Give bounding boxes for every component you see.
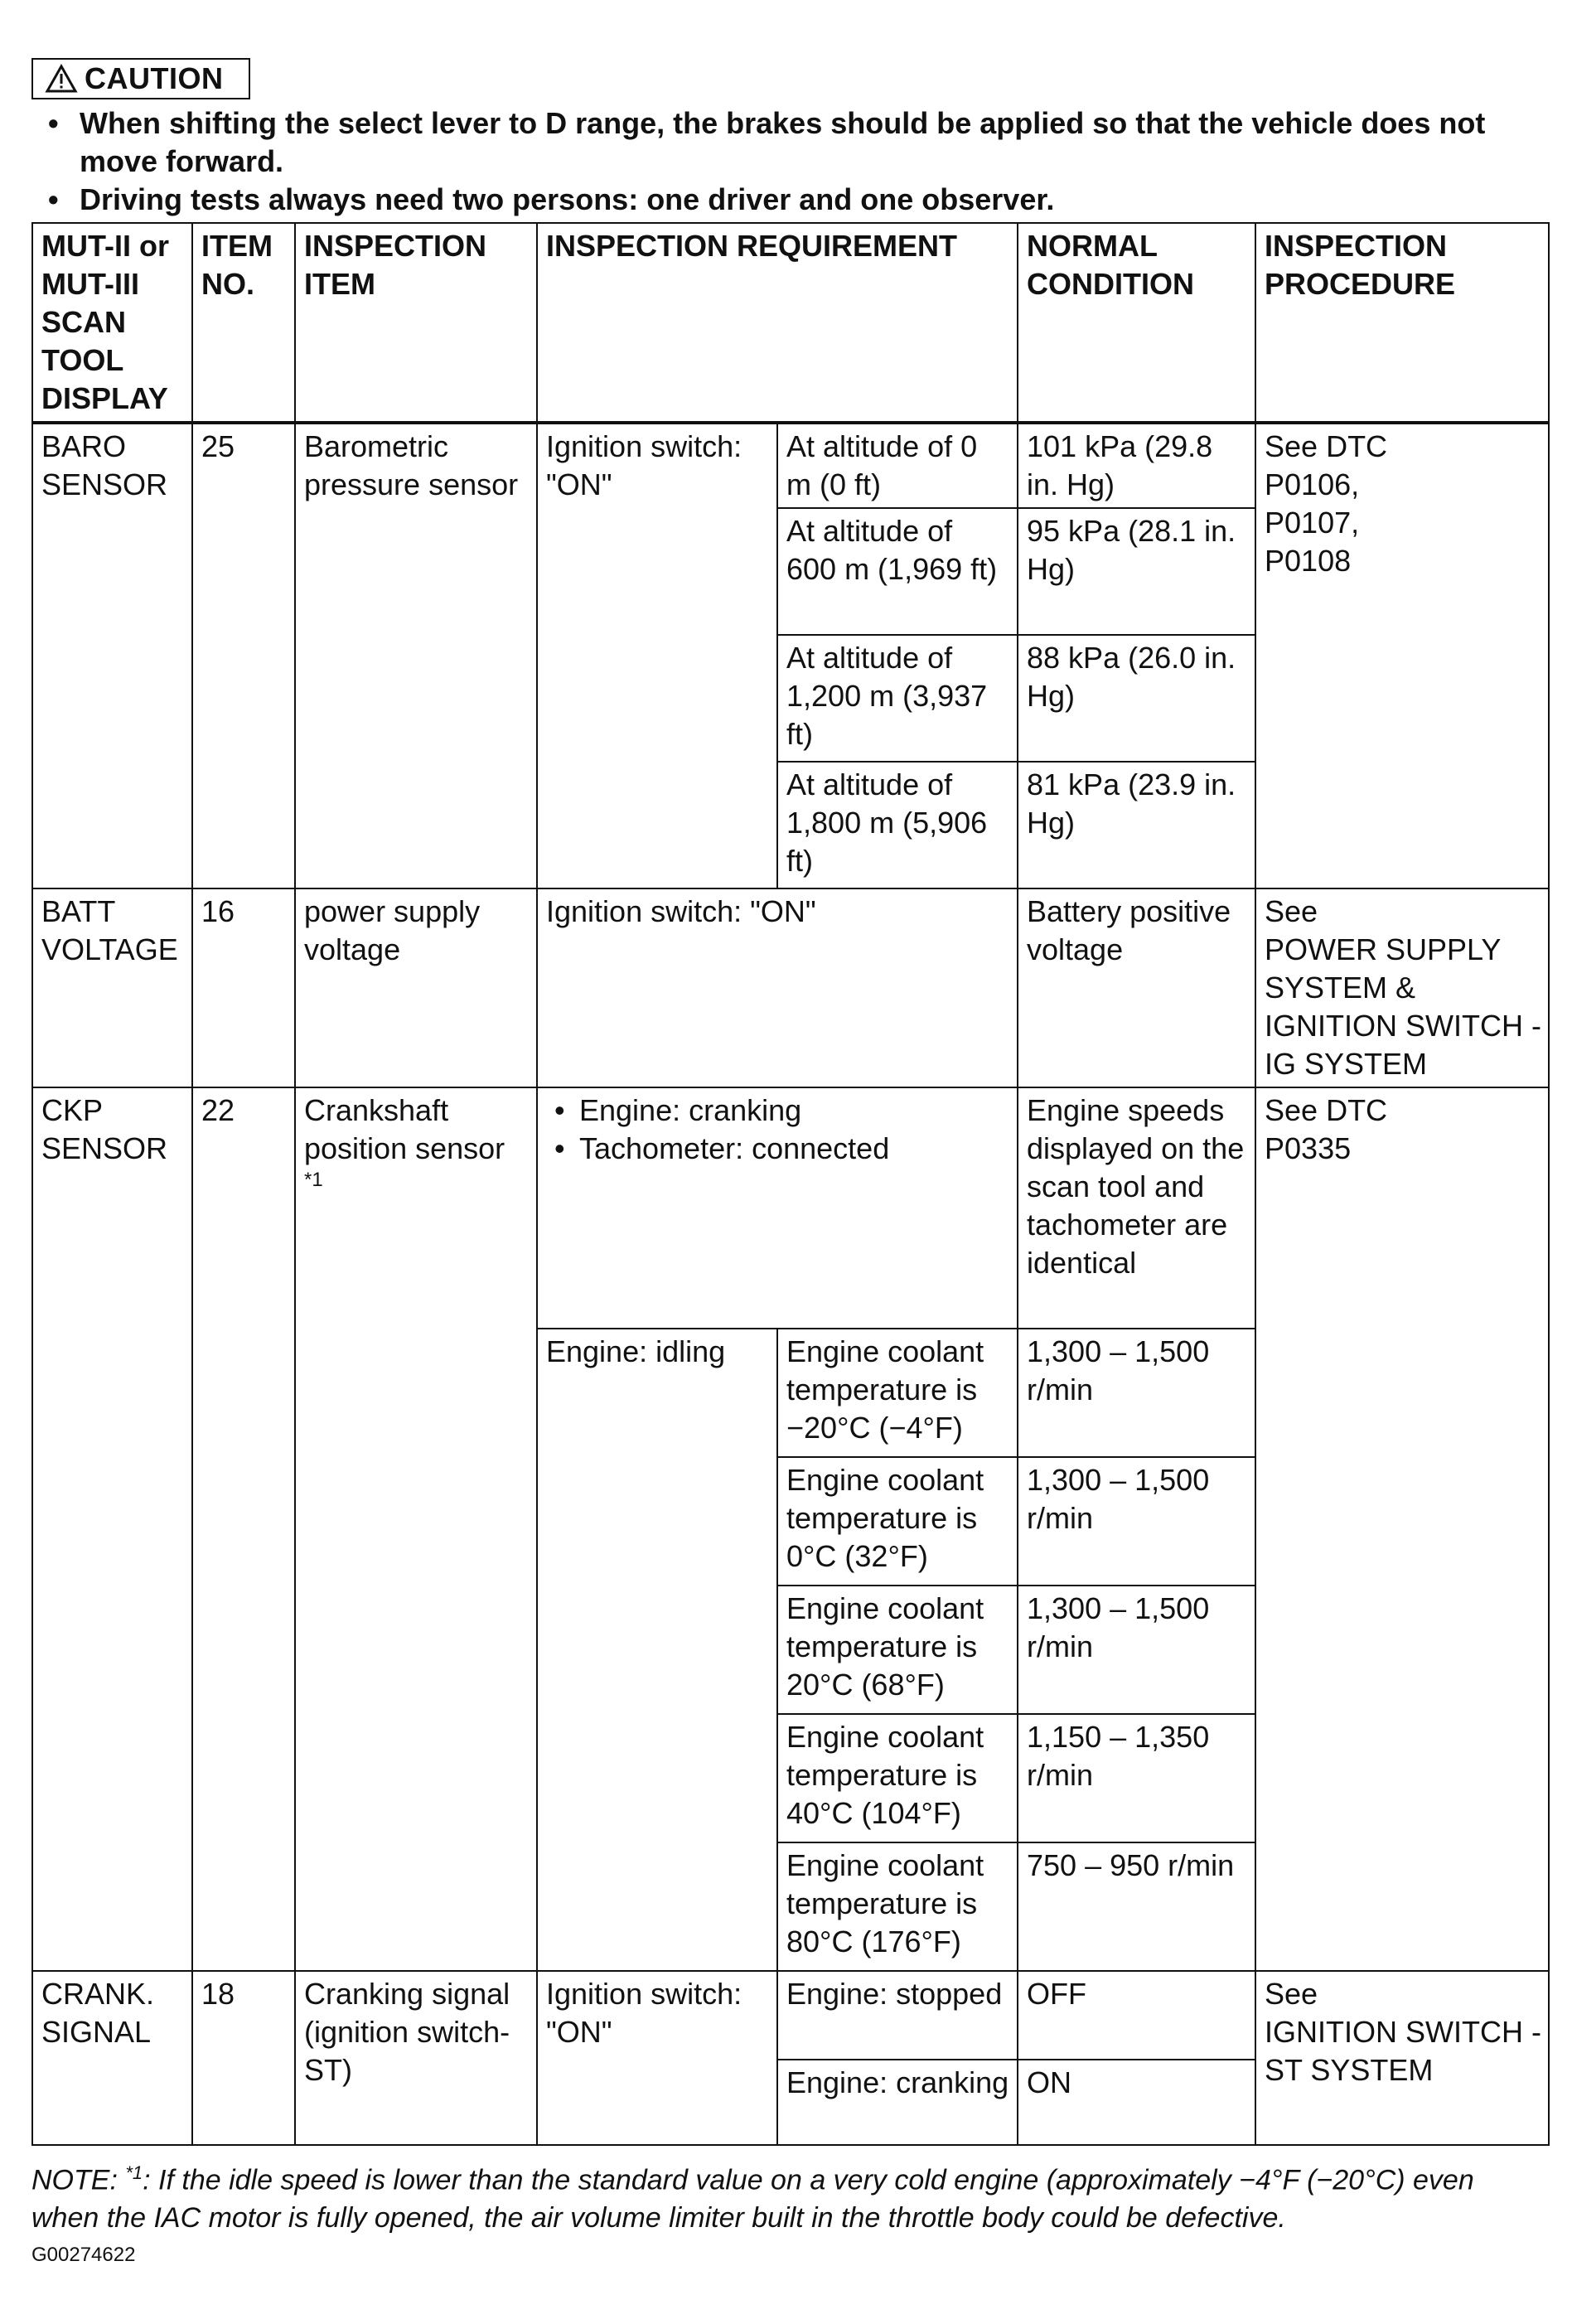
note-text: : If the idle speed is lower than the standard value on a very cold engine (approximately −4°F (−20°C) even when the IAC motor is fully opened, the air volume limiter built in the throttle body could be defective.	[31, 2164, 1474, 2234]
caution-item: • When shifting the select lever to D range, the brakes should be applied so that the vehicle does not move forward.	[48, 104, 1548, 181]
table-header-row	[32, 223, 1549, 423]
cell-subcondition: Engine coolant temperature is 80°C (176°F)	[777, 1842, 1018, 1971]
inspection-item-text: Crankshaft position sensor	[304, 1093, 505, 1165]
cell-inspection-item	[295, 1087, 537, 1971]
cell-item-no: 22	[192, 1087, 295, 1971]
cell-normal: Battery positive voltage	[1018, 888, 1255, 1087]
cell-subcondition: Engine coolant temperature is 0°C (32°F)	[777, 1457, 1018, 1586]
header-inspection-item: INSPECTION ITEM	[295, 223, 537, 423]
caution-label-box	[31, 58, 250, 99]
cell-normal: Engine speeds displayed on the scan tool and tachometer are identical	[1018, 1087, 1255, 1329]
cell-normal: 95 kPa (28.1 in. Hg)	[1018, 508, 1255, 635]
cell-subcondition: Engine: stopped	[777, 1971, 1018, 2060]
note-ref: *1	[125, 2162, 143, 2183]
cell-subcondition: At altitude of 1,200 m (3,937 ft)	[777, 635, 1018, 762]
cell-requirement: Ignition switch: "ON"	[537, 888, 1018, 1087]
cell-normal: 81 kPa (23.9 in. Hg)	[1018, 762, 1255, 888]
requirement-list	[546, 1092, 1010, 1168]
list-item: • Tachometer: connected	[546, 1130, 1010, 1168]
cell-normal: 1,300 – 1,500 r/min	[1018, 1329, 1255, 1457]
header-display: MUT-II or MUT-III SCAN TOOL DISPLAY	[32, 223, 192, 423]
cell-subcondition: At altitude of 1,800 m (5,906 ft)	[777, 762, 1018, 888]
inspection-table	[31, 222, 1550, 2146]
cell-display: BARO SENSOR	[32, 423, 192, 888]
cell-item-no: 18	[192, 1971, 295, 2145]
cell-condition: Ignition switch: "ON"	[537, 423, 777, 888]
cell-display: CKP SENSOR	[32, 1087, 192, 1971]
list-item: • Engine: cranking	[546, 1092, 1010, 1130]
cell-procedure: See DTC P0106, P0107, P0108	[1255, 423, 1549, 888]
cell-normal: OFF	[1018, 1971, 1255, 2060]
cell-normal: 101 kPa (29.8 in. Hg)	[1018, 423, 1255, 508]
cell-procedure: See DTC P0335	[1255, 1087, 1549, 1971]
cell-condition: Engine: idling	[537, 1329, 777, 1971]
cell-subcondition: At altitude of 600 m (1,969 ft)	[777, 508, 1018, 635]
cell-procedure: See POWER SUPPLY SYSTEM & IGNITION SWITCH - IG SYSTEM	[1255, 888, 1549, 1087]
cell-display: CRANK. SIGNAL	[32, 1971, 192, 2145]
cell-item-no: 25	[192, 423, 295, 888]
table-row	[32, 1087, 1549, 1329]
cell-subcondition: Engine coolant temperature is 20°C (68°F)	[777, 1586, 1018, 1714]
document-page	[31, 58, 1548, 2267]
cell-inspection-item: Barometric pressure sensor	[295, 423, 537, 888]
table-row	[32, 1971, 1549, 2060]
cell-requirement	[537, 1087, 1018, 1329]
cell-normal: 1,150 – 1,350 r/min	[1018, 1714, 1255, 1842]
cell-inspection-item: Cranking signal (ignition switch-ST)	[295, 1971, 537, 2145]
header-requirement: INSPECTION REQUIREMENT	[537, 223, 1018, 423]
header-normal-condition: NORMAL CONDITION	[1018, 223, 1255, 423]
warning-triangle-icon	[45, 64, 78, 94]
cell-subcondition: Engine: cranking	[777, 2060, 1018, 2145]
cell-normal: ON	[1018, 2060, 1255, 2145]
footnote	[31, 2154, 1540, 2237]
cell-condition: Ignition switch: "ON"	[537, 1971, 777, 2145]
cell-inspection-item: power supply voltage	[295, 888, 537, 1087]
cell-normal: 1,300 – 1,500 r/min	[1018, 1457, 1255, 1586]
cell-normal: 88 kPa (26.0 in. Hg)	[1018, 635, 1255, 762]
caution-list	[31, 104, 1548, 219]
caution-item: • Driving tests always need two persons: one driver and one observer.	[48, 181, 1548, 219]
cell-item-no: 16	[192, 888, 295, 1087]
note-prefix: NOTE:	[31, 2164, 126, 2196]
figure-id: G00274622	[31, 2244, 136, 2267]
cell-subcondition: At altitude of 0 m (0 ft)	[777, 423, 1018, 508]
caution-label: CAUTION	[85, 61, 224, 95]
cell-subcondition: Engine coolant temperature is 40°C (104°F)	[777, 1714, 1018, 1842]
table-row	[32, 423, 1549, 508]
cell-normal: 750 – 950 r/min	[1018, 1842, 1255, 1971]
cell-procedure: See IGNITION SWITCH -ST SYSTEM	[1255, 1971, 1549, 2145]
header-item-no: ITEM NO.	[192, 223, 295, 423]
cell-subcondition: Engine coolant temperature is −20°C (−4°F)	[777, 1329, 1018, 1457]
cell-normal: 1,300 – 1,500 r/min	[1018, 1586, 1255, 1714]
footnote-ref: *1	[304, 1169, 323, 1191]
header-procedure: INSPECTION PROCEDURE	[1255, 223, 1549, 423]
table-row	[32, 888, 1549, 1087]
cell-display: BATT VOLTAGE	[32, 888, 192, 1087]
